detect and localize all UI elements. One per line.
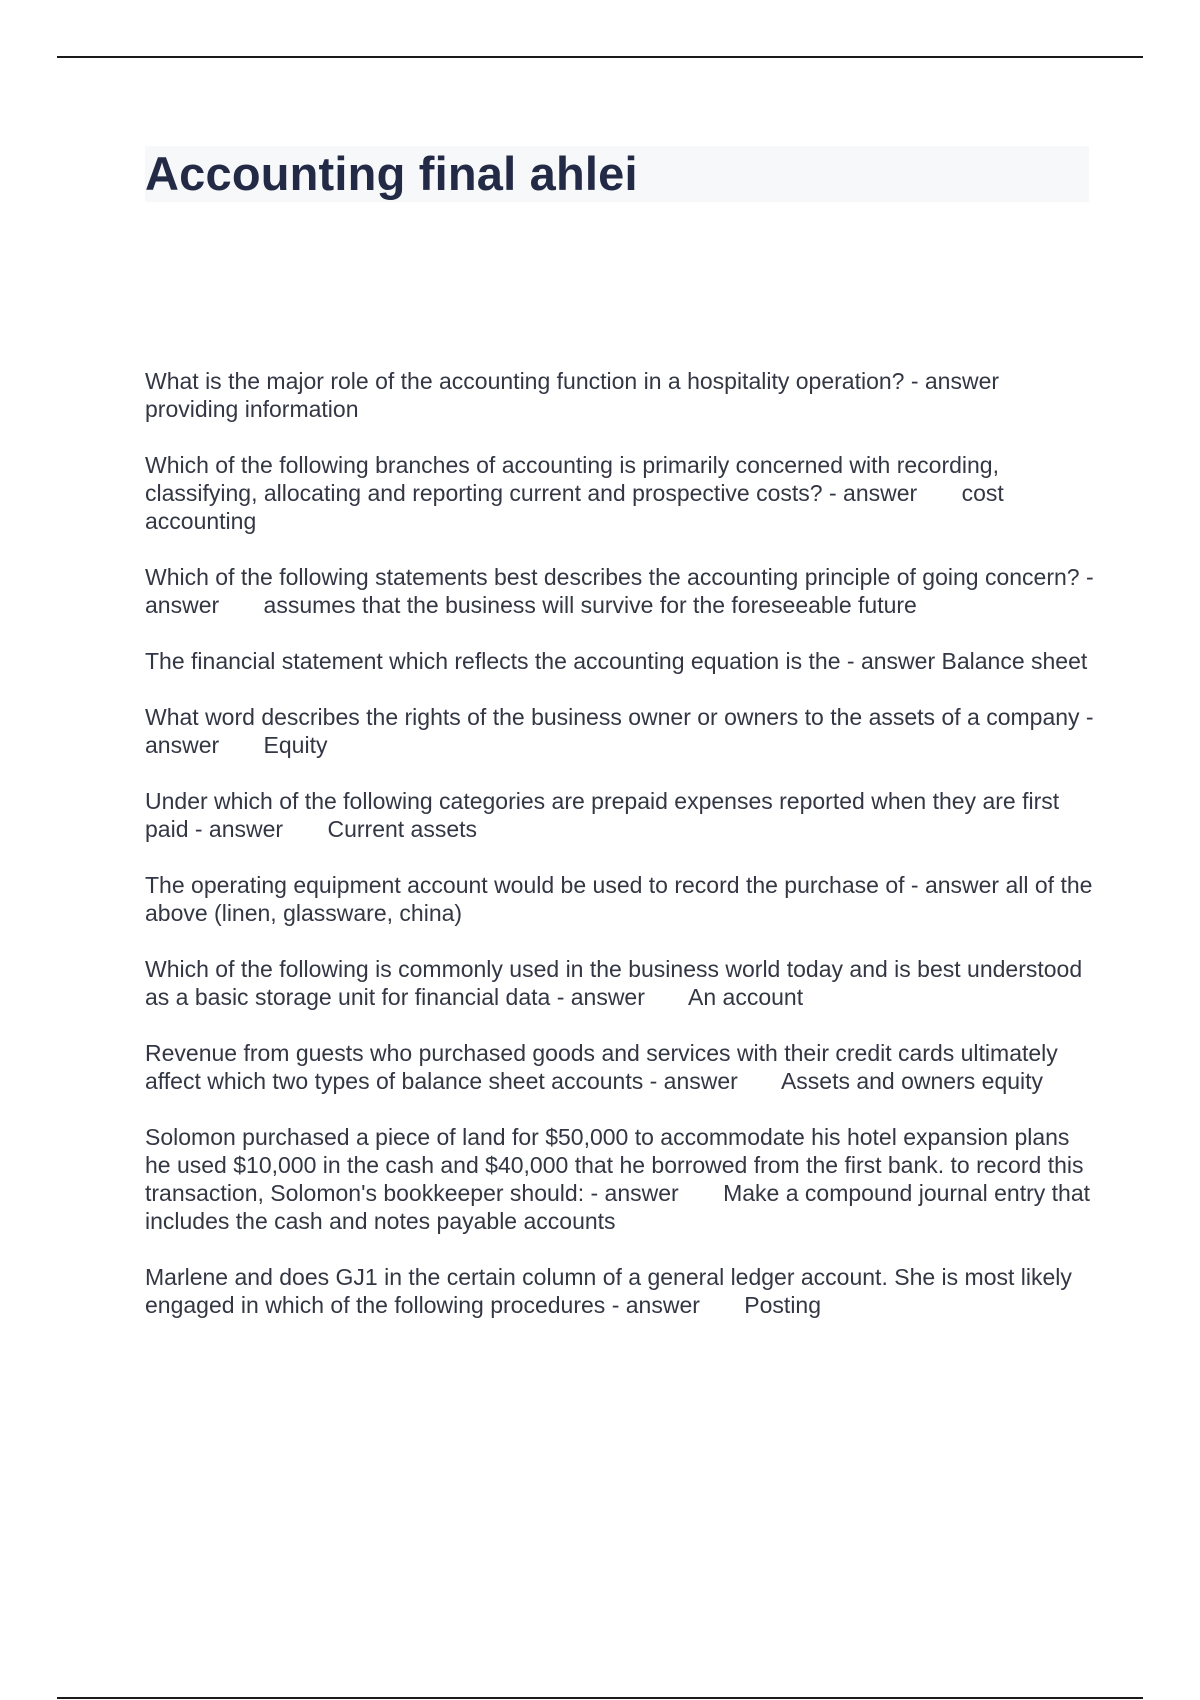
answer-text: assumes that the business will survive for the foreseeable future: [263, 592, 917, 618]
answer-separator: - answer: [910, 872, 1000, 898]
qa-item: [145, 451, 1095, 535]
answer-separator: - answer: [145, 564, 1094, 618]
answer-text: An account: [688, 984, 804, 1010]
document-title: Accounting final ahlei: [145, 147, 638, 200]
question-text: The financial statement which reflects the accounting equation is the: [145, 648, 841, 674]
answer-separator: - answer: [194, 816, 284, 842]
qa-list: [145, 367, 1095, 1347]
answer-text: Make a compound journal entry that includes the cash and notes payable accounts: [145, 1180, 1091, 1234]
question-text: What is the major role of the accounting function in a hospitality operation?: [145, 368, 905, 394]
qa-item: [145, 955, 1095, 1011]
answer-separator: - answer: [590, 1180, 679, 1206]
answer-text: Balance sheet: [941, 648, 1088, 674]
answer-text: all of the above (linen, glassware, china): [145, 872, 1093, 926]
answer-separator: - answer: [649, 1068, 738, 1094]
qa-item: [145, 871, 1095, 927]
answer-separator: - answer: [846, 648, 936, 674]
top-rule: [57, 56, 1143, 58]
qa-item: [145, 703, 1095, 759]
question-text: Which of the following is commonly used in the business world today and is best understood as a basic storage unit for financial data: [145, 956, 1083, 1010]
question-text: Solomon purchased a piece of land for $50,000 to accommodate his hotel expansion plans he used $10,000 in the cash and $40,000 that he borrowed from the first bank. to record this transaction, Solomon's bookkeeper should:: [145, 1124, 1084, 1206]
qa-item: [145, 1263, 1095, 1319]
question-text: Marlene and does GJ1 in the certain column of a general ledger account. She is most likely engaged in which of the following procedures: [145, 1264, 1072, 1318]
answer-text: providing information: [145, 396, 359, 422]
answer-text: Posting: [744, 1292, 822, 1318]
answer-separator: - answer: [611, 1292, 700, 1318]
answer-text: Equity: [263, 732, 328, 758]
question-text: What word describes the rights of the business owner or owners to the assets of a company: [145, 704, 1080, 730]
question-text: Under which of the following categories are prepaid expenses reported when they are first paid: [145, 788, 1060, 842]
qa-item: [145, 563, 1095, 619]
qa-item: [145, 647, 1095, 675]
answer-separator: - answer: [145, 704, 1094, 758]
answer-text: Current assets: [327, 816, 478, 842]
qa-item: [145, 1039, 1095, 1095]
answer-text: cost accounting: [145, 480, 1004, 534]
answer-text: Assets and owners equity: [780, 1068, 1044, 1094]
bottom-rule: [57, 1697, 1143, 1699]
answer-separator: - answer: [910, 368, 1000, 394]
question-text: Which of the following branches of accounting is primarily concerned with recording, classifying, allocating and reporting current and prospective costs?: [145, 452, 999, 506]
question-text: Which of the following statements best describes the accounting principle of going concern?: [145, 564, 1080, 590]
qa-item: [145, 1123, 1095, 1235]
answer-separator: - answer: [556, 984, 645, 1010]
question-text: The operating equipment account would be used to record the purchase of: [145, 872, 905, 898]
question-text: Revenue from guests who purchased goods and services with their credit cards ultimately affect which two types of balance sheet accounts: [145, 1040, 1058, 1094]
answer-separator: - answer: [828, 480, 918, 506]
qa-item: [145, 787, 1095, 843]
qa-item: [145, 367, 1095, 423]
